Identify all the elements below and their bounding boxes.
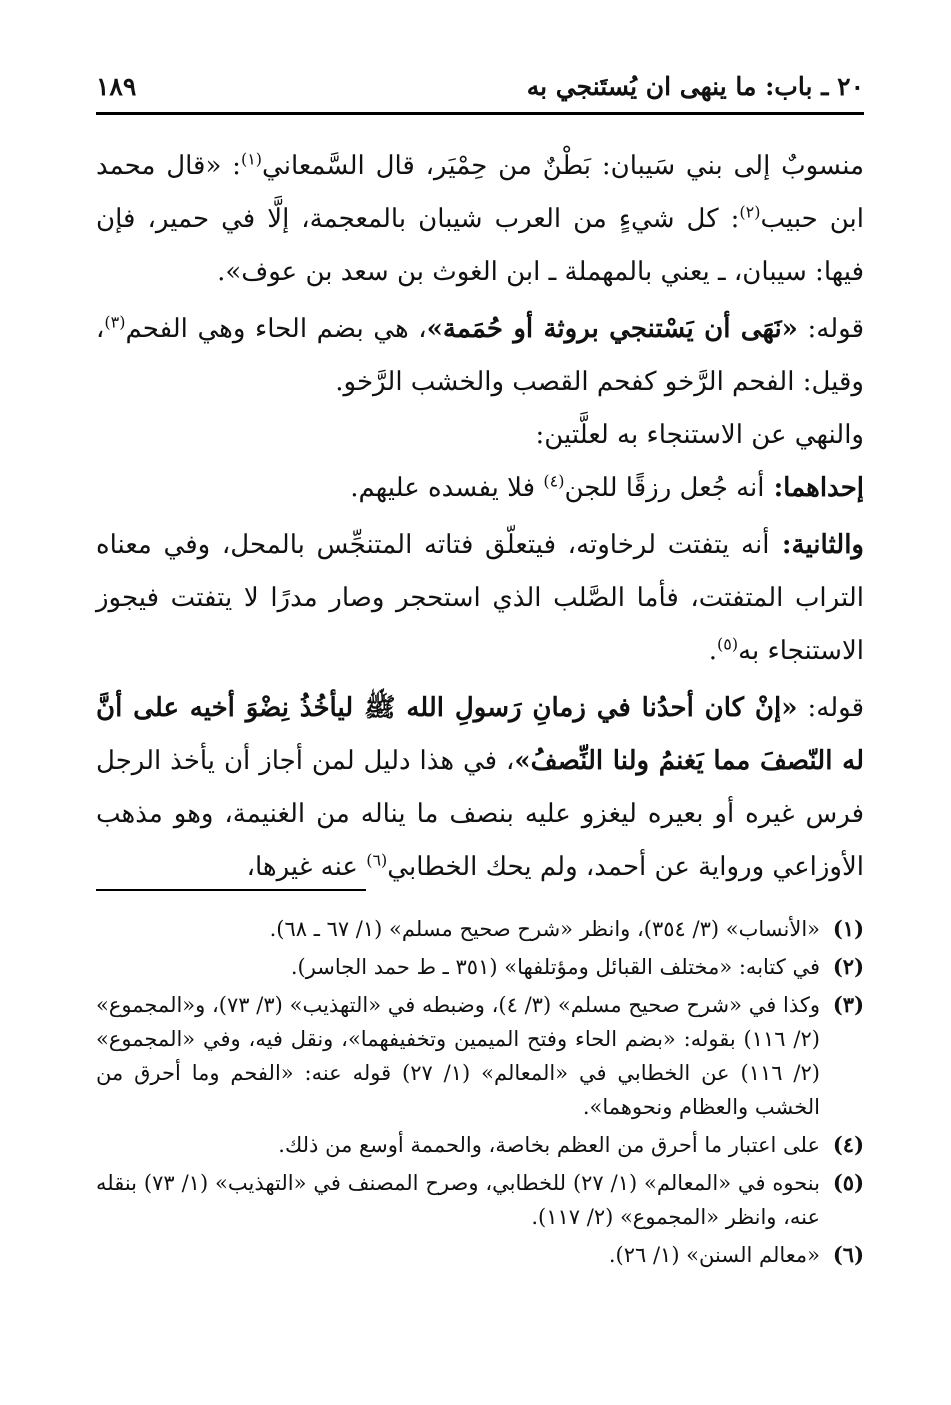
text-run: : كل شيءٍ من العرب شيبان بالمعجمة، إلَّا في حمير، فإن فيها: سيبان، ـ يعني بالمهملة ـ ابن الغوث بن سعد بن عوف». — [96, 204, 864, 287]
text-run: والنهي عن الاستنجاء به لعلَّتين: — [535, 420, 864, 450]
footnote-separator — [96, 889, 366, 891]
footnote-number: (١) — [832, 916, 864, 941]
footnote — [96, 912, 864, 946]
footnote-number: (٥) — [832, 1170, 864, 1195]
footnote-ref: (٦) — [366, 850, 388, 870]
main-text — [96, 140, 864, 894]
footnote-ref: (٣) — [104, 312, 126, 332]
footnote-ref: (١) — [240, 149, 263, 169]
text-run: قوله: — [797, 314, 864, 344]
footnote-ref: (٤) — [543, 471, 565, 491]
hadith-quote: «نَهَى أن يَسْتنجي بروثة أو حُمَمة» — [426, 314, 798, 344]
footnote-number: (٤) — [832, 1132, 864, 1157]
footnote-text: «الأنساب» (٣/ ٣٥٤)، وانظر «شرح صحيح مسلم» (١/ ٦٧ ـ ٦٨). — [269, 917, 820, 941]
footnote — [96, 1238, 864, 1272]
paragraph-1 — [96, 140, 864, 299]
footnote-text: «معالم السنن» (١/ ٢٦). — [608, 1243, 820, 1267]
bold-label: والثانية: — [769, 530, 864, 560]
footnote-text: في كتابه: «مختلف القبائل ومؤتلفها» (٣٥١ ـ ط حمد الجاسر). — [290, 955, 820, 979]
text-run: فلا يفسده عليهم. — [350, 473, 544, 503]
text-run: أنه يتفتت لرخاوته، فيتعلّق فتاته المتنجِّس بالمحل، وفي معناه التراب المتفتت، فأما الصَّلب الذي استحجر وصار مدرًا لا يتفتت فيجوز الاستنجاء به — [96, 530, 864, 666]
text-run: ، وقيل: الفحم الرَّخو كفحم القصب والخشب الرَّخو. — [96, 314, 864, 397]
text-run: أنه جُعل رزقًا للجن — [564, 473, 765, 503]
paragraph-6 — [96, 682, 864, 894]
footnote-ref: (٢) — [739, 202, 761, 222]
text-run: عنه غيرها، — [246, 852, 367, 882]
footnote — [96, 950, 864, 984]
page-number: ١٨٩ — [96, 72, 137, 101]
running-title: ٢٠ ـ باب: ما ينهى ان يُستَنجي به — [526, 72, 864, 101]
bold-label: إحداهما: — [764, 473, 864, 503]
footnote — [96, 1166, 864, 1234]
footnote — [96, 1128, 864, 1162]
text-run: ، هي بضم الحاء وهي الفحم — [125, 314, 427, 344]
text-run: منسوبٌ إلى بني سَيبان: بَطْنٌ من حِمْيَر، قال السَّمعاني — [262, 151, 865, 181]
paragraph-3 — [96, 409, 864, 462]
paragraph-5 — [96, 519, 864, 678]
footnotes — [96, 912, 864, 1276]
footnote-text: بنحوه في «المعالم» (١/ ٢٧) للخطابي، وصرح المصنف في «التهذيب» (١/ ٧٣) بنقله عنه، وانظر «المجموع» (٢/ ١١٧). — [96, 1171, 820, 1229]
footnote — [96, 988, 864, 1124]
page-header — [96, 62, 864, 115]
footnote-text: على اعتبار ما أحرق من العظم بخاصة، والحممة أوسع من ذلك. — [278, 1133, 820, 1157]
footnote-number: (٣) — [832, 992, 864, 1017]
text-run: ، في هذا دليل لمن أجاز أن يأخذ الرجل فرس غيره أو بعيره ليغزو عليه بنصف ما يناله من الغنيمة، وهو مذهب الأوزاعي ورواية عن أحمد، ولم يحك الخطابي — [96, 746, 864, 882]
paragraph-2 — [96, 303, 864, 409]
text-run: : «قال محمد ابن حبيب — [96, 151, 865, 234]
text-run: قوله: — [797, 693, 864, 723]
footnote-ref: (٥) — [717, 634, 739, 654]
footnote-number: (٦) — [832, 1242, 864, 1267]
hadith-quote: «إنْ كان أحدُنا في زمانِ رَسولِ الله ﷺ ليأخُذُ نِضْوَ أخيه على أنَّ له النّصفَ مما يَغنمُ ولنا النِّصفُ» — [96, 693, 864, 776]
paragraph-4 — [96, 462, 864, 515]
text-run: . — [708, 636, 717, 666]
footnote-number: (٢) — [832, 954, 864, 979]
footnote-text: وكذا في «شرح صحيح مسلم» (٣/ ٤)، وضبطه في «التهذيب» (٣/ ٧٣)، و«المجموع» (٢/ ١١٦) بقوله: «بضم الحاء وفتح الميمين وتخفيفهما»، ونقل فيه، وفي «المجموع» (٢/ ١١٦) عن الخطابي في «المعالم» (١/ ٢٧) قوله عنه: «الفحم وما أحرق من الخشب والعظام ونحوهما». — [96, 993, 820, 1119]
